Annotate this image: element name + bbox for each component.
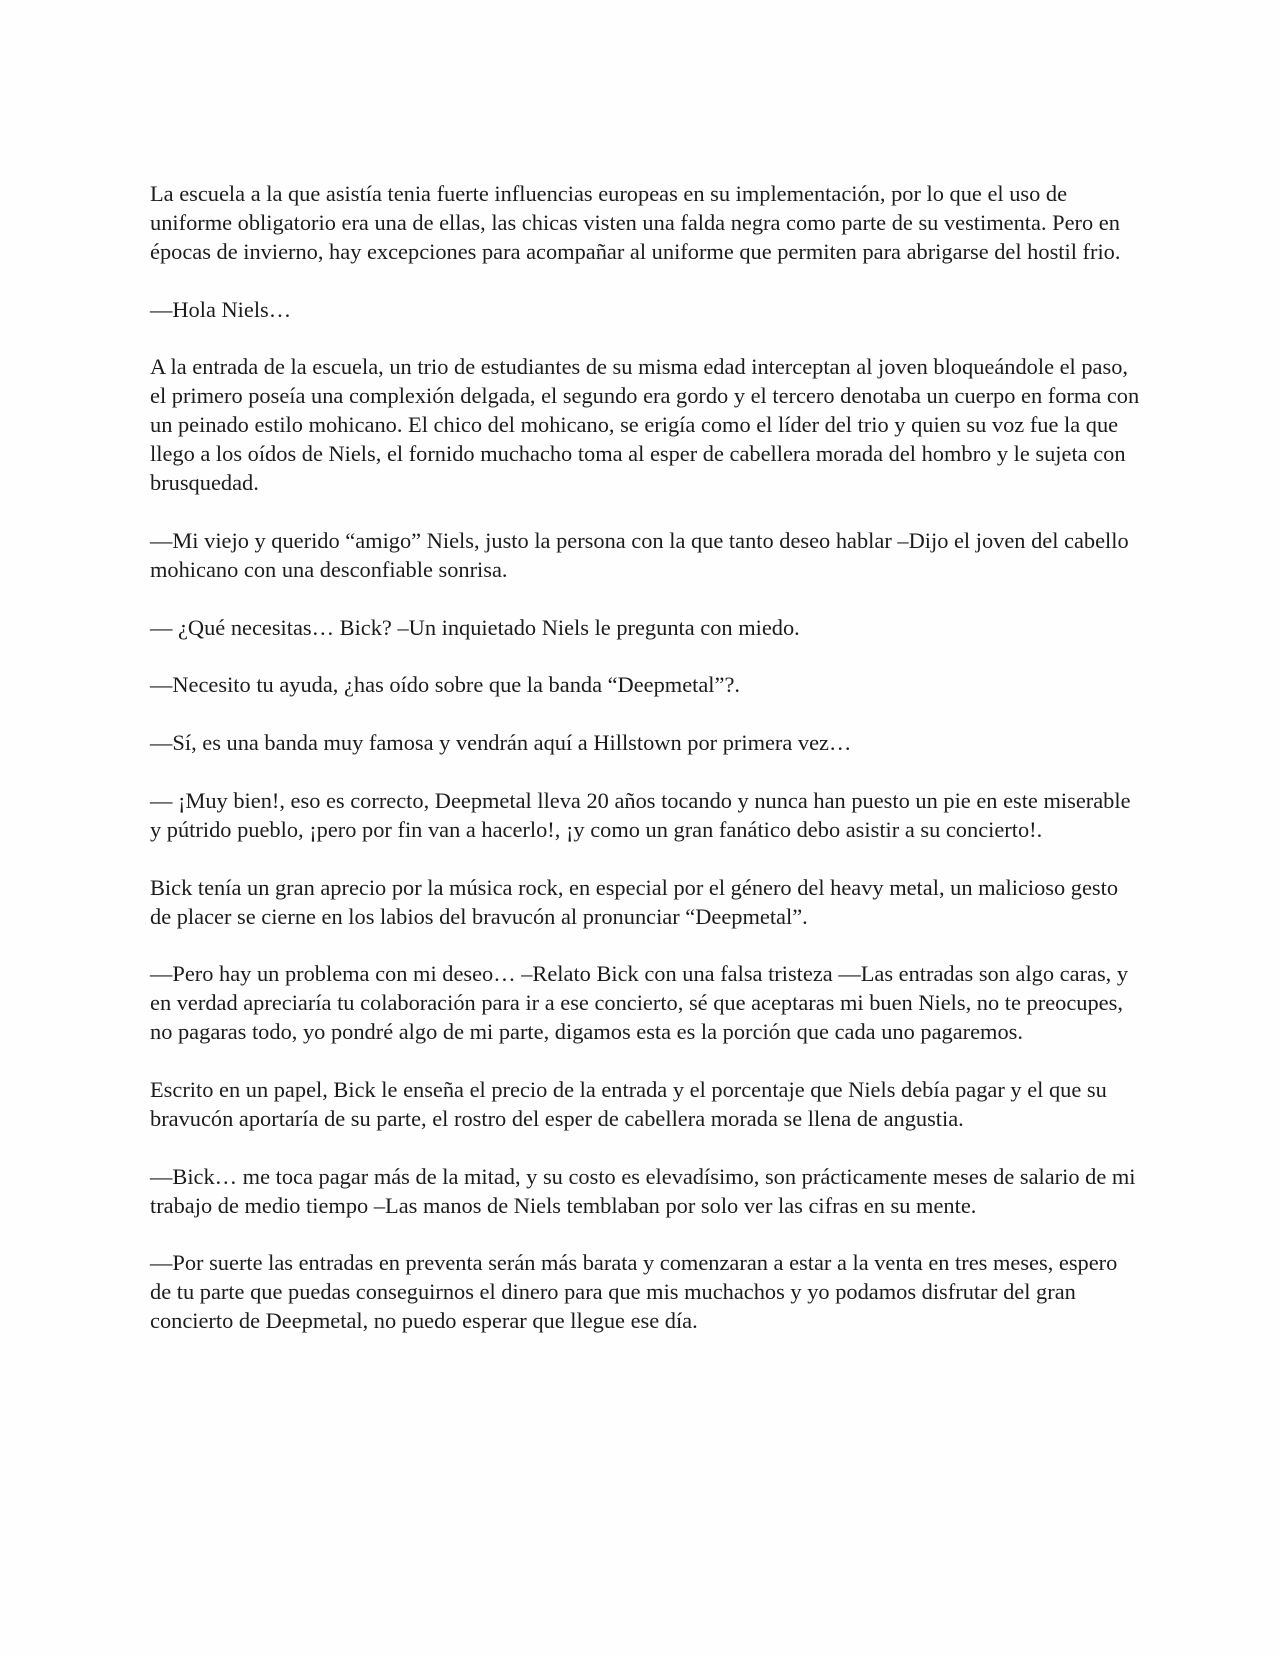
paragraph: —Sí, es una banda muy famosa y vendrán aquí a Hillstown por primera vez… (150, 730, 852, 756)
paragraph: La escuela a la que asistía tenia fuerte influencias europeas en su implementación, por lo que el uso de uniforme obligatorio era una de ellas, las chicas visten una falda negra como parte de su vestimenta. Pero en épocas de invierno, hay excepciones para acompañar al uniforme que permiten para abrigarse del hostil frio. (150, 181, 1121, 264)
paragraph: —Bick… me toca pagar más de la mitad, y su costo es elevadísimo, son prácticamente meses de salario de mi trabajo de medio tiempo –Las manos de Niels temblaban por solo ver las cifras en su mente. (150, 1163, 1136, 1218)
paragraph: —Necesito tu ayuda, ¿has oído sobre que la banda “Deepmetal”?. (150, 672, 741, 698)
paragraph: — ¿Qué necesitas… Bick? –Un inquietado Niels le pregunta con miedo. (150, 614, 800, 640)
paragraph: —Hola Niels… (150, 296, 292, 322)
document-body (150, 180, 1140, 1365)
paragraph: —Mi viejo y querido “amigo” Niels, justo la persona con la que tanto deseo hablar –Dijo el joven del cabello mohicano con una desconfiable sonrisa. (150, 527, 1129, 582)
paragraph: Bick tenía un gran aprecio por la música rock, en especial por el género del heavy metal, un malicioso gesto de placer se cierne en los labios del bravucón al pronunciar “Deepmetal”. (150, 874, 1119, 929)
paragraph: A la entrada de la escuela, un trio de estudiantes de su misma edad interceptan al joven bloqueándole el paso, el primero poseía una complexión delgada, el segundo era gordo y el tercero denotaba un cuerpo en forma con un peinado estilo mohicano. El chico del mohicano, se erigía como el líder del trio y quien su voz fue la que llego a los oídos de Niels, el fornido muchacho toma al esper de cabellera morada del hombro y le sujeta con brusquedad. (150, 354, 1140, 496)
paragraph: —Por suerte las entradas en preventa serán más barata y comenzaran a estar a la venta en tres meses, espero de tu parte que puedas conseguirnos el dinero para que mis muchachos y yo podamos disfrutar del gran concierto de Deepmetal, no puedo esperar que llegue ese día. (150, 1250, 1118, 1334)
paragraph: Escrito en un papel, Bick le enseña el precio de la entrada y el porcentaje que Niels debía pagar y el que su bravucón aportaría de su parte, el rostro del esper de cabellera morada se llena de angustia. (150, 1076, 1107, 1131)
paragraph: — ¡Muy bien!, eso es correcto, Deepmetal lleva 20 años tocando y nunca han puesto un pie en este miserable y pútrido pueblo, ¡pero por fin van a hacerlo!, ¡y como un gran fanático debo asistir a su concierto!. (150, 787, 1131, 842)
paragraph: —Pero hay un problema con mi deseo… –Relato Bick con una falsa tristeza —Las entradas son algo caras, y en verdad apreciaría tu colaboración para ir a ese concierto, sé que aceptaras mi buen Niels, no te preocupes, no pagaras todo, yo pondré algo de mi parte, digamos esta es la porción que cada uno pagaremos. (150, 961, 1129, 1045)
